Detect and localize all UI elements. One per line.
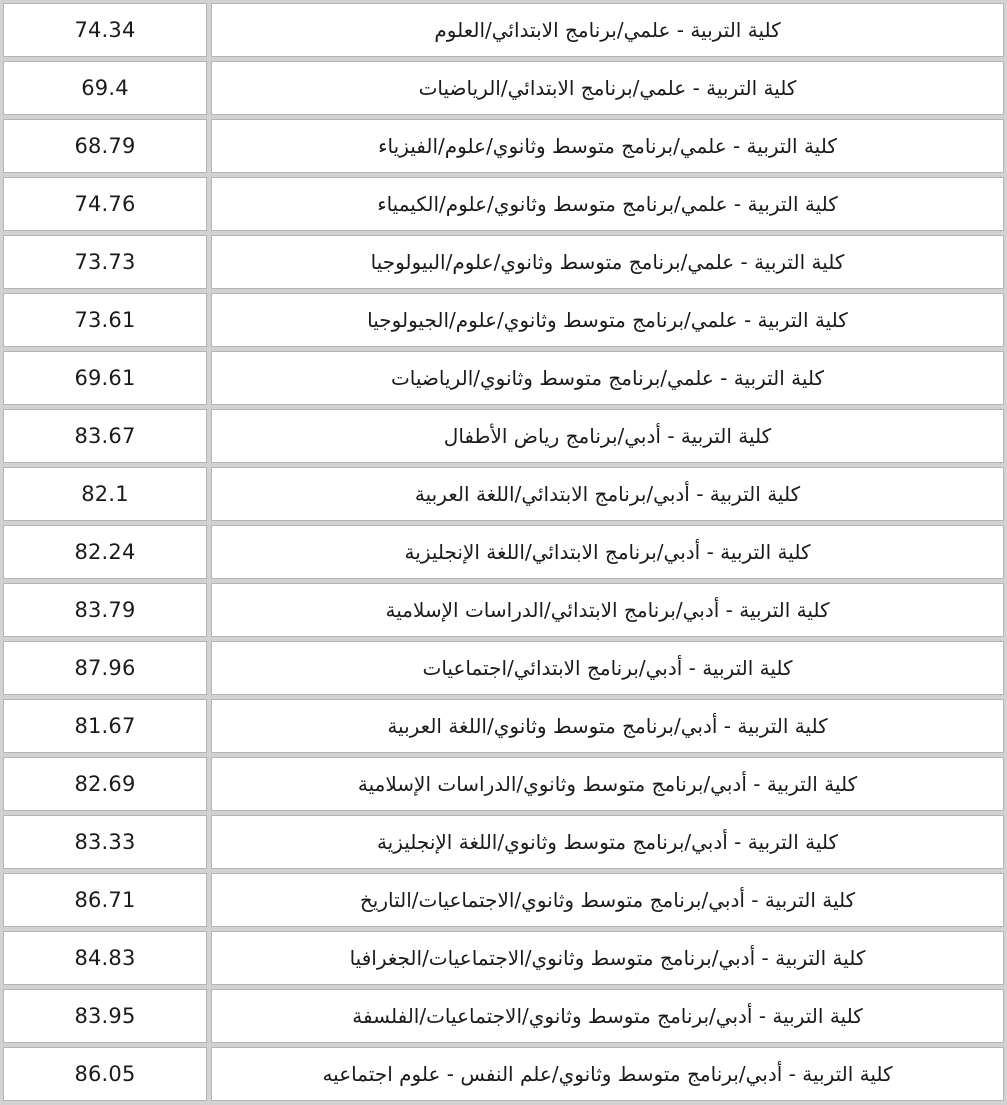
program-cell: كلية التربية - أدبي/برنامج متوسط وثانوي/علم النفس - علوم اجتماعيه [211, 1047, 1004, 1101]
program-cell: كلية التربية - علمي/برنامج متوسط وثانوي/علوم/الكيمياء [211, 177, 1004, 231]
program-cell: كلية التربية - أدبي/برنامج الابتدائي/اللغة العربية [211, 467, 1004, 521]
score-cell: 86.05 [3, 1047, 207, 1101]
program-cell: كلية التربية - علمي/برنامج متوسط وثانوي/علوم/البيولوجيا [211, 235, 1004, 289]
program-cell: كلية التربية - أدبي/برنامج الابتدائي/اجتماعيات [211, 641, 1004, 695]
score-cell: 83.95 [3, 989, 207, 1043]
program-cell: كلية التربية - علمي/برنامج متوسط وثانوي/علوم/الفيزياء [211, 119, 1004, 173]
score-cell: 82.1 [3, 467, 207, 521]
score-cell: 84.83 [3, 931, 207, 985]
score-cell: 73.61 [3, 293, 207, 347]
score-cell: 86.71 [3, 873, 207, 927]
program-cell: كلية التربية - أدبي/برنامج رياض الأطفال [211, 409, 1004, 463]
score-cell: 69.61 [3, 351, 207, 405]
program-cell: كلية التربية - أدبي/برنامج متوسط وثانوي/الدراسات الإسلامية [211, 757, 1004, 811]
program-cell: كلية التربية - أدبي/برنامج متوسط وثانوي/اللغة الإنجليزية [211, 815, 1004, 869]
program-cell: كلية التربية - أدبي/برنامج الابتدائي/الدراسات الإسلامية [211, 583, 1004, 637]
score-cell: 83.33 [3, 815, 207, 869]
program-cell: كلية التربية - علمي/برنامج متوسط وثانوي/الرياضيات [211, 351, 1004, 405]
program-cell: كلية التربية - علمي/برنامج الابتدائي/العلوم [211, 3, 1004, 57]
score-cell: 81.67 [3, 699, 207, 753]
score-cell: 73.73 [3, 235, 207, 289]
score-cell: 82.69 [3, 757, 207, 811]
score-cell: 74.34 [3, 3, 207, 57]
score-cell: 69.4 [3, 61, 207, 115]
program-cell: كلية التربية - أدبي/برنامج متوسط وثانوي/الاجتماعيات/الجغرافيا [211, 931, 1004, 985]
score-cell: 82.24 [3, 525, 207, 579]
score-cell: 83.79 [3, 583, 207, 637]
program-cell: كلية التربية - أدبي/برنامج متوسط وثانوي/الاجتماعيات/الفلسفة [211, 989, 1004, 1043]
score-cell: 87.96 [3, 641, 207, 695]
program-cell: كلية التربية - علمي/برنامج الابتدائي/الرياضيات [211, 61, 1004, 115]
score-cell: 68.79 [3, 119, 207, 173]
program-cell: كلية التربية - أدبي/برنامج متوسط وثانوي/الاجتماعيات/التاريخ [211, 873, 1004, 927]
program-cell: كلية التربية - أدبي/برنامج متوسط وثانوي/اللغة العربية [211, 699, 1004, 753]
score-cell: 83.67 [3, 409, 207, 463]
program-cell: كلية التربية - علمي/برنامج متوسط وثانوي/علوم/الجيولوجيا [211, 293, 1004, 347]
program-cell: كلية التربية - أدبي/برنامج الابتدائي/اللغة الإنجليزية [211, 525, 1004, 579]
score-cell: 74.76 [3, 177, 207, 231]
